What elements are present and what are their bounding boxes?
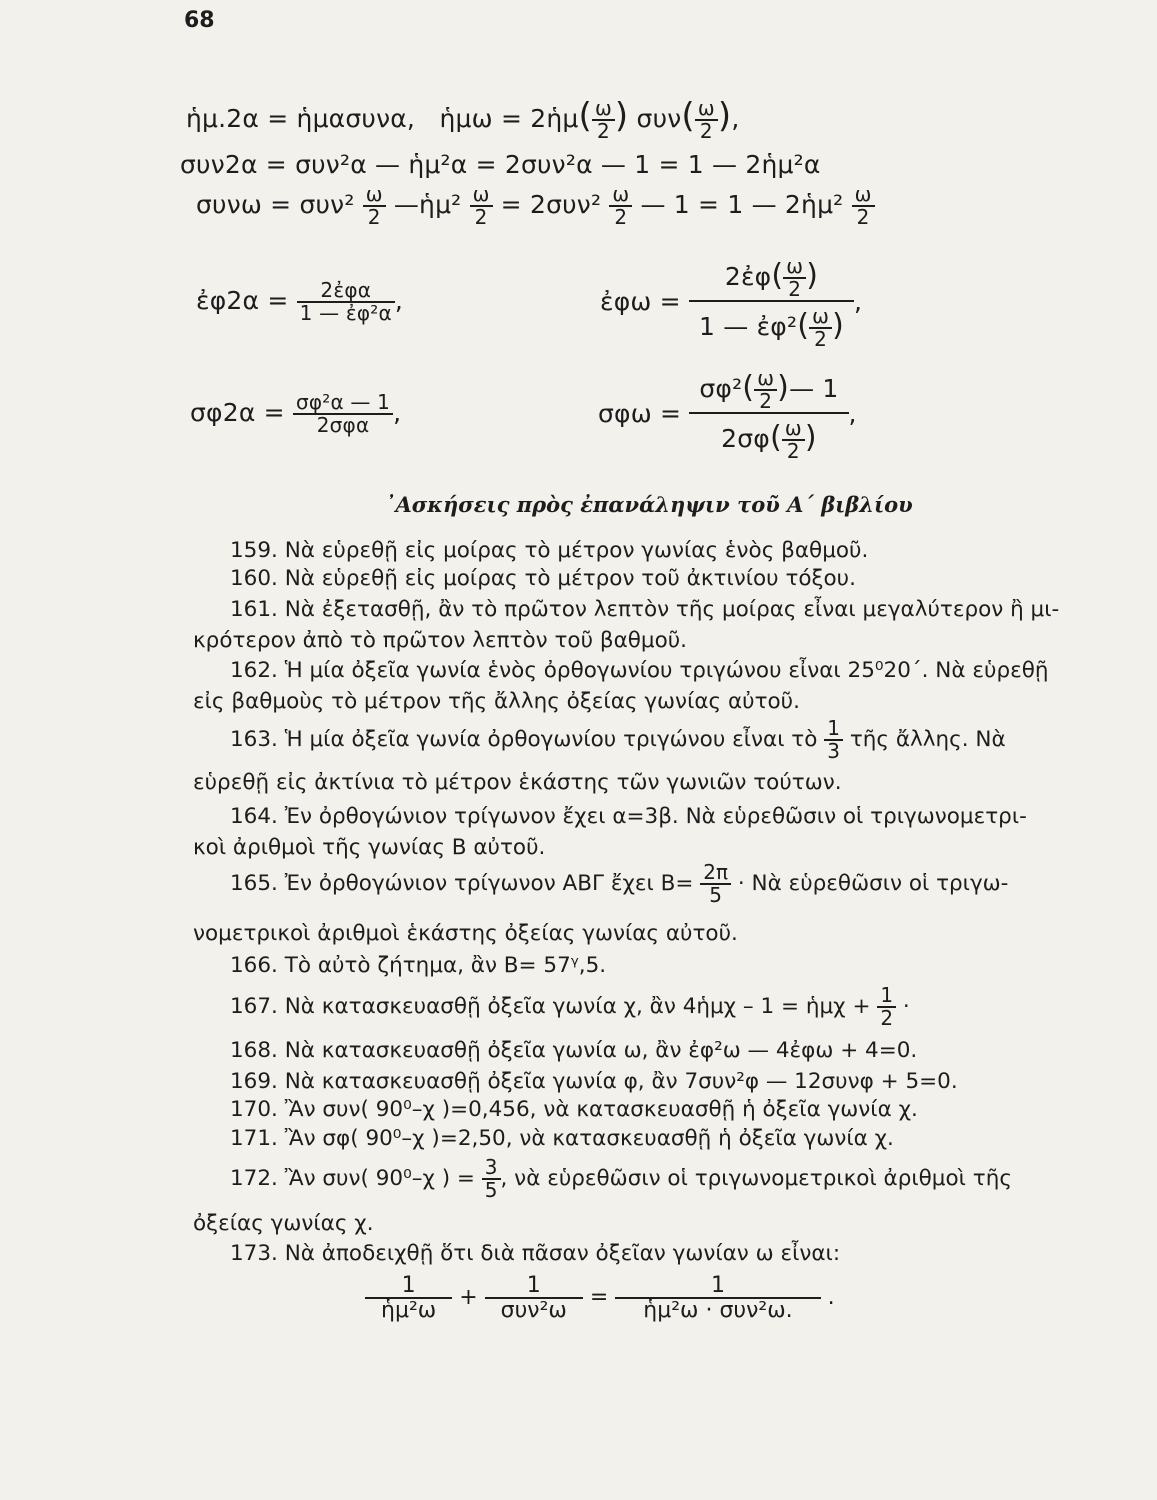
fraction-1-over-cos2: $\frac{1}{\text{συν²ω}}$ [485, 1274, 583, 1322]
fraction-w-over-2: $\frac{\omega}{2}$ [852, 184, 875, 228]
exercise-162: 162. Ἡ μία ὀξεῖα γωνία ἑνὸς ὀρθογωνίου τριγώνου εἶναι 25⁰20΄. Νὰ εὑρεθῇ [230, 658, 1049, 683]
exercise-164: 164. Ἐν ὀρθογώνιον τρίγωνον ἔχει α=3β. Νὰ εὑρεθῶσιν οἱ τριγωνομετρι- [230, 804, 1027, 829]
exercise-171: 171. Ἂν σφ( 90⁰–χ )=2,50, νὰ κατασκευασθῇ ἡ ὀξεῖα γωνία χ. [230, 1126, 894, 1151]
fraction-w-over-2: $\frac{\omega}{2}$ [592, 98, 615, 142]
formula-tanw: ἐφω = 2ἐφ( $\frac{\omega}{2}$ ) 1 — ἐφ²( $\frac{\omega}{2}$ ) , [600, 254, 863, 351]
fraction-one-third: $\frac{1}{3}$ [824, 718, 843, 762]
formula-cotw: σφω = σφ²( $\frac{\omega}{2}$ )— 1 2σφ( $\frac{\omega}{2}$ ) , [598, 366, 857, 463]
fraction-cot2a: $\frac{\text{σφ²α — 1}}{\text{2σφα}}$ [293, 392, 393, 436]
exercise-166: 166. Τὸ αὐτὸ ζήτημα, ἂν Β= 57ᵞ,5. [230, 953, 607, 978]
fraction-three-fifths: $\frac{3}{5}$ [482, 1157, 501, 1201]
exercise-170: 170. Ἂν συν( 90⁰–χ )=0,456, νὰ κατασκευασθῇ ἡ ὀξεῖα γωνία χ. [230, 1097, 918, 1122]
exercise-162-cont: εἰς βαθμοὺς τὸ μέτρον τῆς ἄλλης ὀξείας γωνίας αὐτοῦ. [193, 689, 800, 714]
exercise-167: 167. Νὰ κατασκευασθῇ ὀξεῖα γωνία χ, ἂν 4ἡμχ – 1 = ἡμχ + $\frac{1}{2}$ · [230, 983, 910, 1030]
fraction-tan2a: $\frac{\text{2ἐφα}}{\text{1 — ἐφ²α}}$ [297, 280, 395, 324]
fraction-w-over-2: $\frac{\omega}{2}$ [782, 418, 805, 462]
formula-line-1: ἡμ.2α = ἡμασυνα, ἡμω = 2ἡμ( $\frac{\omega}{2}$ ) συν( $\frac{\omega}{2}$ ), [186, 96, 740, 143]
exercise-164-cont: κοὶ ἀριθμοὶ τῆς γωνίας Β αὐτοῦ. [193, 835, 546, 860]
exercise-161: 161. Νὰ ἐξετασθῇ, ἂν τὸ πρῶτον λεπτὸν τῆς μοίρας εἶναι μεγαλύτερον ἢ μι- [230, 597, 1060, 622]
exercise-161-cont: κρότερον ἀπὸ τὸ πρῶτον λεπτὸν τοῦ βαθμοῦ. [193, 628, 688, 653]
formula-sin2a: ἡμ.2α = ἡμασυνα, [186, 104, 416, 133]
exercise-159: 159. Νὰ εὑρεθῇ εἰς μοίρας τὸ μέτρον γωνίας ἑνὸς βαθμοῦ. [230, 538, 869, 563]
exercise-165-cont: νομετρικοὶ ἀριθμοὶ ἑκάστης ὀξείας γωνίας αὐτοῦ. [193, 921, 738, 946]
fraction-one-half: $\frac{1}{2}$ [877, 985, 896, 1029]
exercise-173-identity: $\frac{1}{\text{ἡμ²ω}}$ + $\frac{1}{\text{συν²ω}}$ = $\frac{1}{\text{ἡμ²ω · συν²ω.}}$ . [365, 1274, 835, 1322]
page-number: 68 [184, 8, 215, 33]
formula-cos-label: συν [636, 104, 682, 133]
exercise-165: 165. Ἐν ὀρθογώνιον τρίγωνον ΑΒΓ ἔχει Β= $\frac{2\pi}{5}$ · Νὰ εὑρεθῶσιν οἱ τριγω- [230, 860, 1009, 907]
fraction-w-over-2: $\frac{\omega}{2}$ [363, 184, 386, 228]
exercise-163: 163. Ἡ μία ὀξεῖα γωνία ὀρθογωνίου τριγώνου εἶναι τὸ $\frac{1}{3}$ τῆς ἄλλης. Νὰ [230, 716, 1006, 763]
exercise-172: 172. Ἂν συν( 90⁰–χ ) = $\frac{3}{5}$ , νὰ εὑρεθῶσιν οἱ τριγωνομετρικοὶ ἀριθμοὶ τῆς [230, 1155, 1012, 1202]
exercise-173: 173. Νὰ ἀποδειχθῇ ὅτι διὰ πᾶσαν ὀξεῖαν γωνίαν ω εἶναι: [230, 1241, 841, 1266]
exercise-168: 168. Νὰ κατασκευασθῇ ὀξεῖα γωνία ω, ἂν ἐφ²ω — 4ἐφω + 4=0. [230, 1038, 918, 1063]
section-heading: ᾿Ασκήσεις πρὸς ἐπανάληψιν τοῦ Α΄ βιβλίου [385, 492, 913, 517]
fraction-w-over-2: $\frac{\omega}{2}$ [695, 98, 718, 142]
fraction-w-over-2: $\frac{\omega}{2}$ [754, 368, 777, 412]
formula-tan2a: ἐφ2α = $\frac{\text{2ἐφα}}{\text{1 — ἐφ²α}}$ , [196, 278, 404, 325]
formula-line-3: συνω = συν² $\frac{\omega}{2}$ —ἡμ² $\frac{\omega}{2}$ = 2συν² $\frac{\omega}{2}$ — 1 = 1 — 2ἡμ² $\frac{\omega}{2}$ [196, 184, 875, 228]
fraction-2pi-over-5: $\frac{2\pi}{5}$ [700, 862, 731, 906]
exercise-172-cont: ὀξείας γωνίας χ. [193, 1211, 374, 1236]
formula-sinw: ἡμω = 2ἡμ [439, 104, 579, 133]
fraction-w-over-2: $\frac{\omega}{2}$ [809, 306, 832, 350]
exercise-163-cont: εὑρεθῇ εἰς ἀκτίνια τὸ μέτρον ἑκάστης τῶν γωνιῶν τούτων. [193, 770, 842, 795]
formula-cot2a: σφ2α = $\frac{\text{σφ²α — 1}}{\text{2σφα}}$ , [190, 390, 402, 437]
fraction-w-over-2: $\frac{\omega}{2}$ [783, 256, 806, 300]
formula-line-2: συν2α = συν²α — ἡμ²α = 2συν²α — 1 = 1 — 2ἡμ²α [180, 150, 821, 179]
fraction-tanw: 2ἐφ( $\frac{\omega}{2}$ ) 1 — ἐφ²( $\frac{\omega}{2}$ ) [689, 256, 854, 350]
fraction-1-over-sin2cos2: $\frac{1}{\text{ἡμ²ω · συν²ω.}}$ [615, 1274, 820, 1322]
exercise-160: 160. Νὰ εὑρεθῇ εἰς μοίρας τὸ μέτρον τοῦ ἀκτινίου τόξου. [230, 566, 856, 591]
fraction-cotw: σφ²( $\frac{\omega}{2}$ )— 1 2σφ( $\frac{\omega}{2}$ ) [689, 368, 848, 462]
fraction-w-over-2: $\frac{\omega}{2}$ [470, 184, 493, 228]
fraction-w-over-2: $\frac{\omega}{2}$ [609, 184, 632, 228]
exercise-169: 169. Νὰ κατασκευασθῇ ὀξεῖα γωνία φ, ἂν 7συν²φ — 12συνφ + 5=0. [230, 1069, 958, 1094]
fraction-1-over-sin2: $\frac{1}{\text{ἡμ²ω}}$ [365, 1274, 452, 1322]
